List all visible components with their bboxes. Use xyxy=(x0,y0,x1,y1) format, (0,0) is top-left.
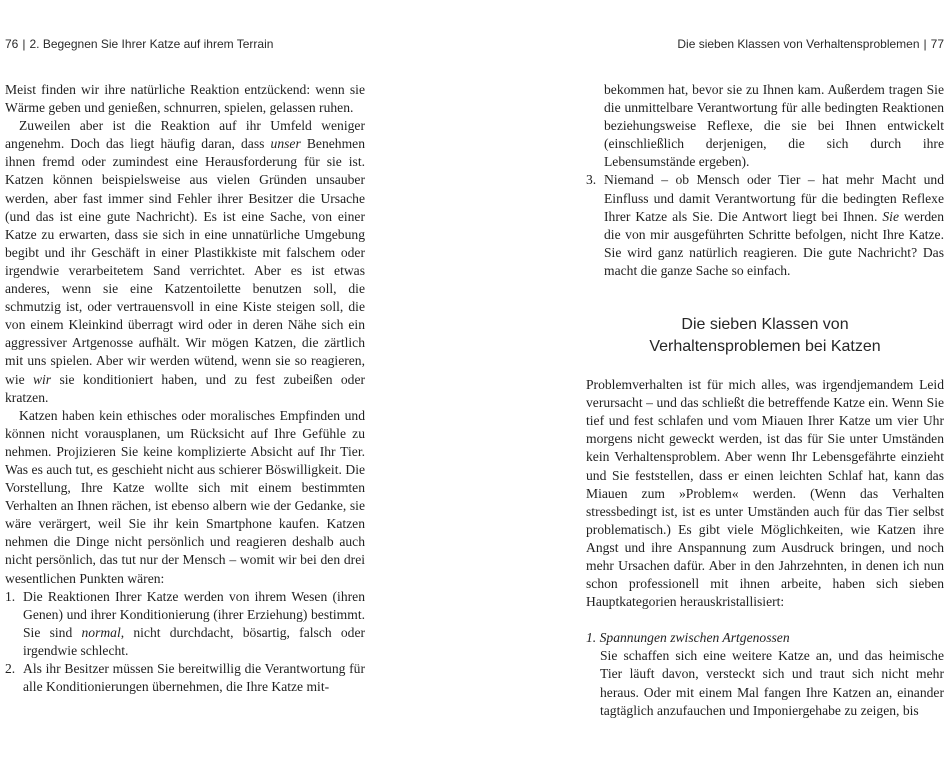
list-item-continuation: bekommen hat, bevor sie zu Ihnen kam. Außerdem tragen Sie die unmittelbare Verantwortung für alle bedingten Reaktionen beziehungsweise Reflexe, die sie bei Ihnen entwickelt (einschließlich derjenigen, die sich durch ihre Lebensumstände ergeben). xyxy=(604,82,944,170)
right-page xyxy=(586,81,944,720)
list-number: 1. xyxy=(5,588,16,604)
left-page xyxy=(5,81,365,696)
list-text: Niemand – ob Mensch oder Tier – hat mehr Macht und Einfluss und damit Verantwortung für die bedingten Reflexe Ihrer Katze als Sie. Die Antwort liegt bei Ihnen. Sie werden die von mir ausgeführten Schritte befolgen, nicht Ihre Katze. Sie wird ganz natürlich reagieren. Die gute Nachricht? Das macht die ganze Sache so einfach. xyxy=(604,172,944,278)
right-section-title: Die sieben Klassen von Verhaltensproblemen xyxy=(677,37,920,51)
left-chapter-title: 2. Begegnen Sie Ihrer Katze auf ihrem Terrain xyxy=(29,37,274,51)
list-text: Die Reaktionen Ihrer Katze werden von ihrem Wesen (ihren Genen) und ihrer Konditionierung (ihrer Erziehung) bestimmt. Sie sind normal, nicht durchdacht, bösartig, falsch oder irgendwie schlecht. xyxy=(23,588,365,658)
spacer xyxy=(586,611,944,629)
header-separator: | xyxy=(22,37,26,51)
list-item xyxy=(586,171,944,280)
list-item xyxy=(5,588,365,660)
list-number: 2. xyxy=(5,661,16,676)
paragraph: Meist finden wir ihre natürliche Reaktion entzückend: wenn sie Wärme geben und genießen, schnurren, spielen, gelassen ruhen. xyxy=(5,82,365,116)
right-page-number: 77 xyxy=(930,37,944,51)
left-page-number: 76 xyxy=(5,37,19,51)
paragraph: Problemverhalten ist für mich alles, was irgendjemandem Leid verursacht – und das schließt die betreffende Katze ein. Wenn Sie tief und fest schlafen und vom Miauen Ihrer Katze um vier Uhr morgens nicht geweckt werden, ist das für Sie unter Umständen kein Verhaltensproblem. Aber wenn Ihr Lebensgefährte einzieht und Sie feststellen, dass er einen leichten Schlaf hat, kann das Miauen zum »Problem« werden. (Wenn das Verhalten stressbedingt ist, ist es unter Umständen auch für das Tier selbst problematisch.) Es gibt viele Möglichkeiten, wie Katzen ihre Angst und ihre Anspannung zum Ausdruck bringen, und noch mehr Ursachen dafür. Aber in den Jahrzehnten, in denen ich nun schon professionell mit ihnen arbeite, haben sich sieben Hauptkategorien herauskristallisiert: xyxy=(586,377,944,610)
right-running-header xyxy=(677,37,944,55)
spacer xyxy=(586,280,944,314)
section-heading: Die sieben Klassen von Verhaltensproblemen bei Katzen xyxy=(649,316,881,356)
list-item xyxy=(5,660,365,696)
header-separator: | xyxy=(923,37,927,51)
list-number: 3. xyxy=(586,172,597,188)
paragraph: Zuweilen aber ist die Reaktion auf ihr Umfeld weniger angenehm. Doch das liegt häufig daran, dass unser Benehmen ihnen fremd oder zumindest eine Herausforderung für sie ist. Katzen können beispielsweise aus vielen Gründen unsauber werden, aber fast immer sind Fehler ihrer Besitzer die Ursache (und das ist eine gute Nachricht). Es ist eine Sache, von einer Katze zu erwarten, dass sie sich in eine unnatürliche Umgebung begibt und ihr Geschäft in einer Plastikkiste mit falschem oder irgendwie verarbeitetem Sand verrichtet. Aber es ist etwas anderes, wenn sie eine Katzentoilette benutzen soll, die schmutzig ist, oder vertrauensvoll in eine Kiste steigen soll, die von einem Kleinkind überragt wird oder in deren Nähe sich ein aggressiver Artgenosse aufhält. Wir mögen Katzen, die zärtlich mit uns spielen. Aber wir werden wütend, wenn sie so reagieren, wie wir sie konditioniert haben, und zu fest zubeißen oder kratzen. xyxy=(5,118,366,405)
left-running-header xyxy=(5,37,273,55)
numbered-list xyxy=(5,588,365,697)
paragraph: Sie schaffen sich eine weitere Katze an, und das heimische Tier läuft davon, versteckt sich und traut sich nicht mehr heraus. Oder mit einem Mal fangen Ihre Katzen an, einander tagtäglich anzufauchen und Imponiergehabe zu zeigen, bis xyxy=(600,648,944,718)
spacer xyxy=(586,358,944,376)
list-text: Als ihr Besitzer müssen Sie bereitwillig die Verantwortung für alle Konditionierungen übernehmen, die Ihre Katze mit- xyxy=(23,661,365,695)
subheading: 1. Spannungen zwischen Artgenossen xyxy=(586,630,790,646)
paragraph: Katzen haben kein ethisches oder moralisches Empfinden und können nicht vorausplanen, um Rücksicht auf Ihre Gefühle zu nehmen. Projizieren Sie keine komplizierte Absicht auf Ihr Tier. Was es auch tut, es geschieht nicht aus schierer Böswilligkeit. Die Vorstellung, Ihre Katze wollte sich mit einem bestimmten Verhalten an Ihnen rächen, ist ebenso albern wie der Gedanke, sie wäre verärgert, weil Sie ihr kein Smartphone kaufen. Katzen nehmen die Dinge nicht persönlich und reagieren deshalb auch nicht persönlich, das tut nur der Mensch – womit wir bei den drei wesentlichen Punkten wären: xyxy=(5,407,365,586)
